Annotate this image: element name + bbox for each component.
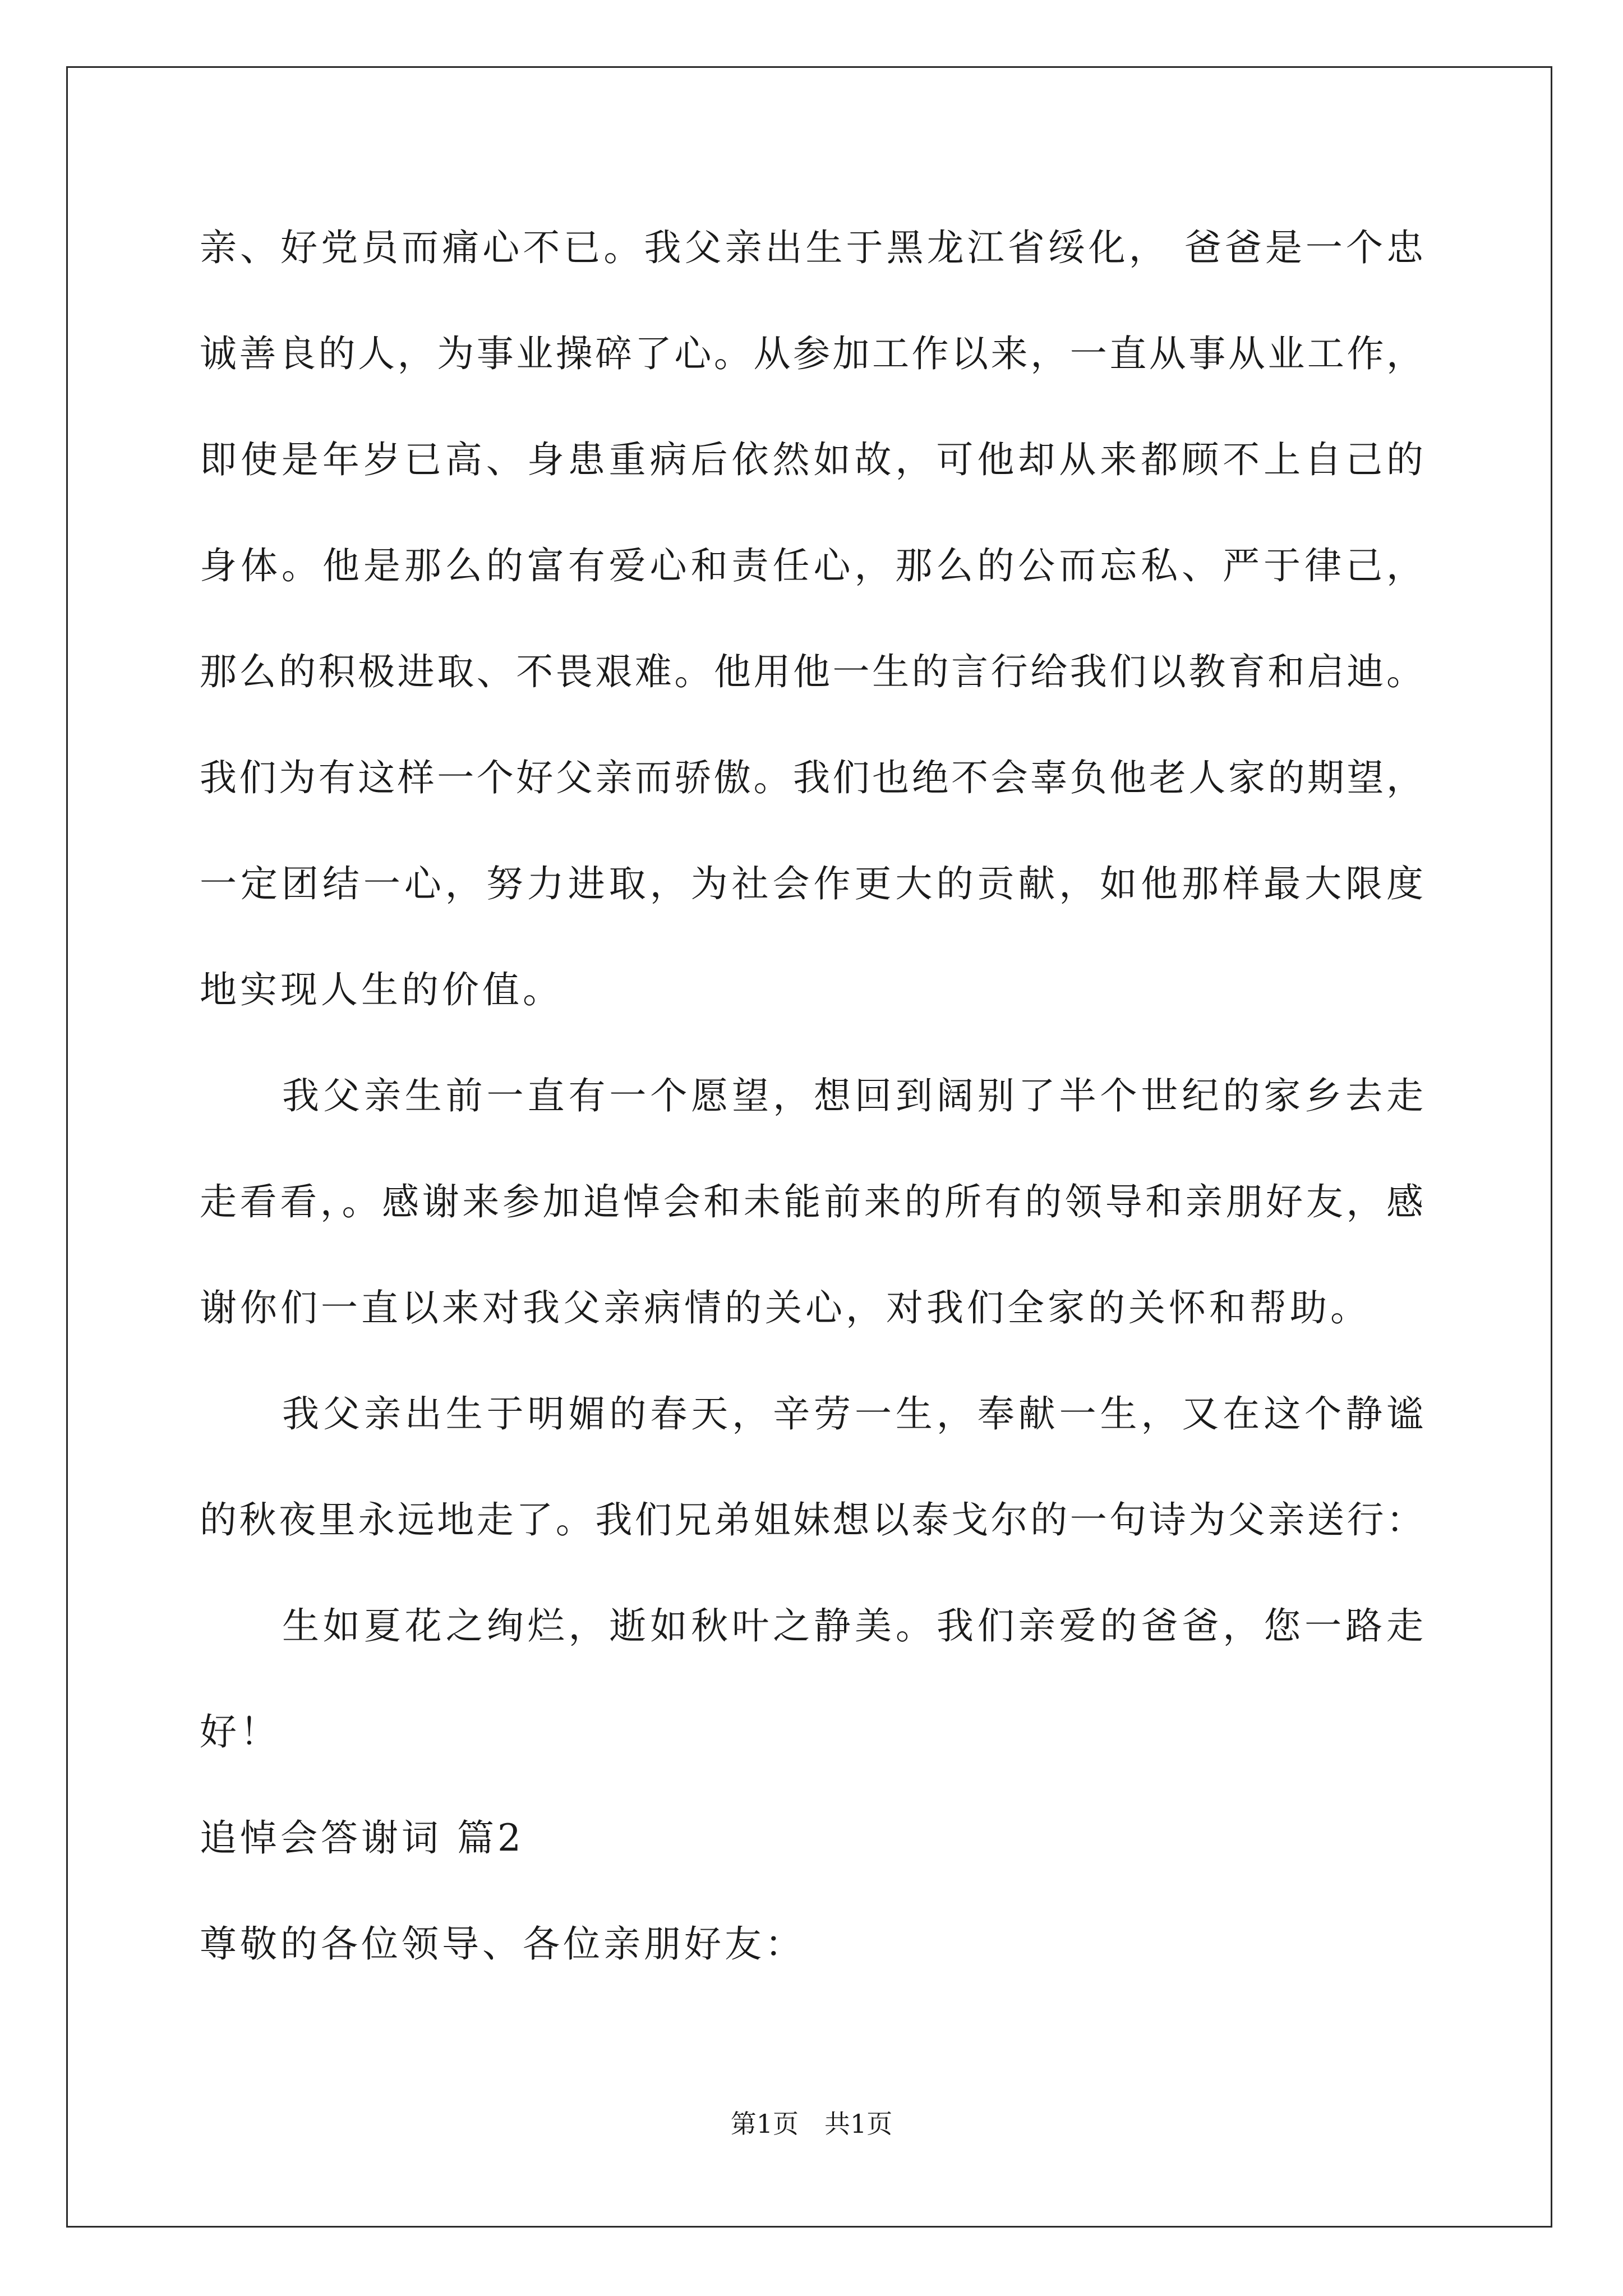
body-line: 我父亲出生于明媚的春天，辛劳一生，奉献一生，又在这个静谧: [282, 1392, 1423, 1435]
body-line: 那么的积极进取、不畏艰难。他用他一生的言行给我们以教育和启迪。: [200, 650, 1423, 693]
body-line: 谢你们一直以来对我父亲病情的关心，对我们全家的关怀和帮助。: [200, 1286, 1371, 1329]
page-border: [66, 66, 1552, 2228]
body-line: 生如夏花之绚烂，逝如秋叶之静美。我们亲爱的爸爸，您一路走: [282, 1604, 1423, 1648]
body-line: 一定团结一心，努力进取，为社会作更大的贡献，如他那样最大限度: [200, 862, 1423, 905]
body-line: 我父亲生前一直有一个愿望，想回到阔别了半个世纪的家乡去走: [282, 1074, 1423, 1117]
section-heading: 追悼会答谢词 篇2: [200, 1816, 524, 1860]
body-line: 我们为有这样一个好父亲而骄傲。我们也绝不会辜负他老人家的期望，: [200, 756, 1423, 799]
body-line: 的秋夜里永远地走了。我们兄弟姐妹想以泰戈尔的一句诗为父亲送行：: [200, 1498, 1423, 1542]
body-line: 身体。他是那么的富有爱心和责任心，那么的公而忘私、严于律己，: [200, 544, 1423, 587]
body-line: 诚善良的人，为事业操碎了心。从参加工作以来，一直从事从业工作，: [200, 332, 1423, 375]
body-line: 好！: [200, 1710, 280, 1754]
body-line: 亲、好党员而痛心不已。我父亲出生于黑龙江省绥化， 爸爸是一个忠: [200, 226, 1423, 269]
body-line: 地实现人生的价值。: [200, 968, 563, 1011]
body-line: 走看看，。感谢来参加追悼会和未能前来的所有的领导和亲朋好友，感: [200, 1180, 1423, 1223]
page-footer: 第1页 共1页: [730, 2109, 893, 2139]
salutation: 尊敬的各位领导、各位亲朋好友：: [200, 1922, 805, 1966]
body-line: 即使是年岁已高、身患重病后依然如故，可他却从来都顾不上自己的: [200, 438, 1423, 481]
